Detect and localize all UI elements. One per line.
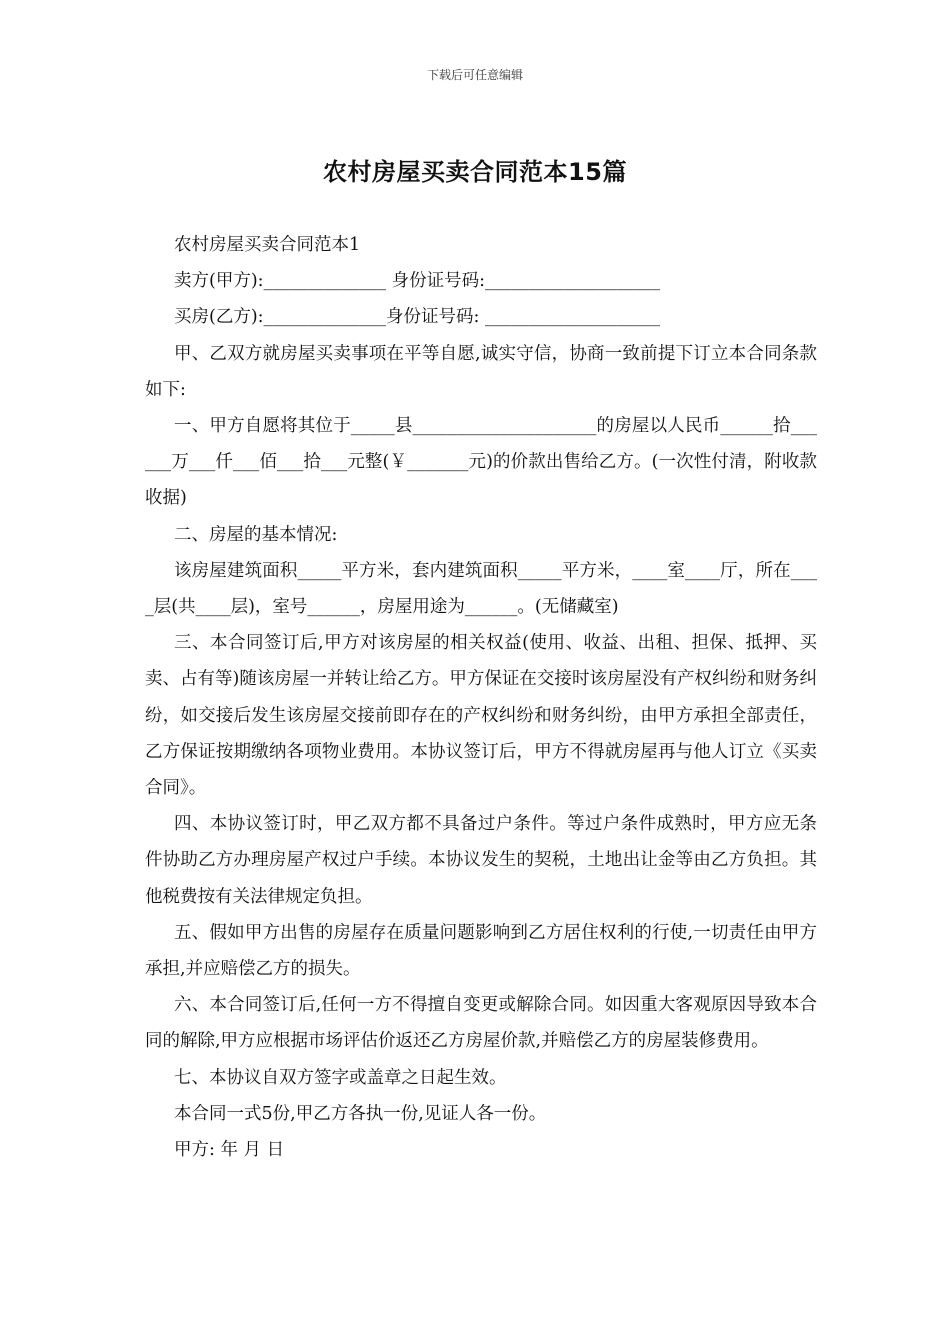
header-note: 下载后可任意编辑 [426,68,523,82]
paragraph-clause-4: 四、本协议签订时，甲乙双方都不具备过户条件。等过户条件成熟时，甲方应无条件协助乙方办理房屋产权过户手续。本协议发生的契税，土地出让金等由乙方负担。其他税费按有关法律规定负担。 [145,814,817,907]
paragraph-buyer: 买房(乙方):______________身份证号码: ____________________ [174,307,661,328]
document-title: 农村房屋买卖合同范本15篇 [323,158,627,186]
paragraph-seller: 卖方(甲方):______________ 身份证号码:____________________ [174,271,661,292]
paragraph-copies: 本合同一式5份,甲乙方各执一份,见证人各一份。 [174,1103,547,1124]
paragraph-preamble: 甲、乙双方就房屋买卖事项在平等自愿,诚实守信，协商一致前提下订立本合同条款如下: [145,343,817,400]
document-body [145,227,817,1168]
paragraph-clause-7: 七、本协议自双方签字或盖章之日起生效。 [174,1067,507,1088]
paragraph-clause-6: 六、本合同签订后,任何一方不得擅自变更或解除合同。如因重大客观原因导致本合同的解除,甲方应根据市场评估价返还乙方房屋价款,并赔偿乙方的房屋装修费用。 [145,995,817,1052]
paragraph-clause-2: 二、房屋的基本情况: [174,524,338,545]
paragraph-signature: 甲方: 年 月 日 [174,1140,285,1161]
paragraph-subtitle: 农村房屋买卖合同范本1 [174,235,361,255]
paragraph-clause-5: 五、假如甲方出售的房屋存在质量问题影响到乙方居住权利的行使,一切责任由甲方承担,并应赔偿乙方的损失。 [145,922,817,980]
paragraph-clause-3: 三、本合同签订后,甲方对该房屋的相关权益(使用、收益、出租、担保、抵押、买卖、占有等)随该房屋一并转让给乙方。甲方保证在交接时该房屋没有产权纠纷和财务纠纷，如交接后发生该房屋交接前即存在的产权纠纷和财务纠纷，由甲方承担全部责任，乙方保证按期缴纳各项物业费用。本协议签订后，甲方不得就房屋再与他人订立《买卖合同》。 [145,633,817,799]
paragraph-property-details: 该房屋建筑面积_____平方米，套内建筑面积_____平方米，____室____厅，所在____层(共____层)，室号______，房屋用途为______。(无储藏室) [145,560,817,618]
paragraph-clause-1: 一、甲方自愿将其位于_____县_____________________的房屋以人民币______拾______万___仟___佰___拾___元整(￥_______元)的价款出售给乙方。(一次性付清，附收款收据) [145,416,817,509]
